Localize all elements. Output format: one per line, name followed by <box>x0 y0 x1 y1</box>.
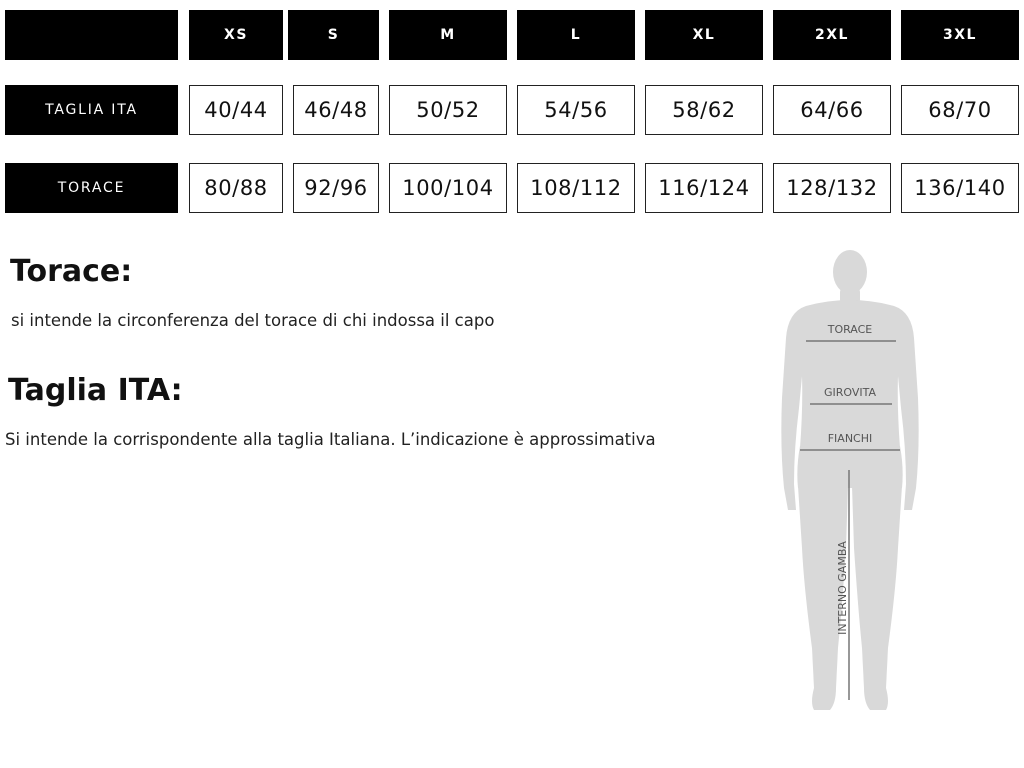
torace-description: si intende la circonferenza del torace di chi indossa il capo <box>11 311 495 330</box>
taglia-ita-xl: 58/62 <box>645 85 763 135</box>
taglia-ita-description: Si intende la corrispondente alla taglia Italiana. L’indicazione è approssimativa <box>5 430 656 449</box>
row-label-torace: TORACE <box>5 163 178 213</box>
fianchi-figure-label: FIANCHI <box>827 432 873 445</box>
size-header-m: M <box>389 10 507 60</box>
taglia-ita-3xl: 68/70 <box>901 85 1019 135</box>
torace-s: 92/96 <box>293 163 379 213</box>
row-label-taglia-ita: TAGLIA ITA <box>5 85 178 135</box>
torace-xl: 116/124 <box>645 163 763 213</box>
body-silhouette <box>781 250 918 710</box>
table-corner <box>5 10 178 60</box>
torace-xs: 80/88 <box>189 163 283 213</box>
torace-2xl: 128/132 <box>773 163 891 213</box>
torace-heading: Torace: <box>10 254 133 289</box>
taglia-ita-m: 50/52 <box>389 85 507 135</box>
size-header-2xl: 2XL <box>773 10 891 60</box>
size-header-3xl: 3XL <box>901 10 1019 60</box>
taglia-ita-xs: 40/44 <box>189 85 283 135</box>
torace-figure-label: TORACE <box>827 323 873 336</box>
taglia-ita-l: 54/56 <box>517 85 635 135</box>
size-header-l: L <box>517 10 635 60</box>
taglia-ita-2xl: 64/66 <box>773 85 891 135</box>
torace-l: 108/112 <box>517 163 635 213</box>
taglia-ita-heading: Taglia ITA: <box>8 373 183 408</box>
interno-gamba-figure-label: INTERNO GAMBA <box>836 541 849 635</box>
taglia-ita-s: 46/48 <box>293 85 379 135</box>
size-header-xl: XL <box>645 10 763 60</box>
girovita-figure-label: GIROVITA <box>823 386 877 399</box>
body-measurement-figure <box>760 248 940 728</box>
size-header-s: S <box>288 10 379 60</box>
torace-m: 100/104 <box>389 163 507 213</box>
size-header-xs: XS <box>189 10 283 60</box>
torace-3xl: 136/140 <box>901 163 1019 213</box>
